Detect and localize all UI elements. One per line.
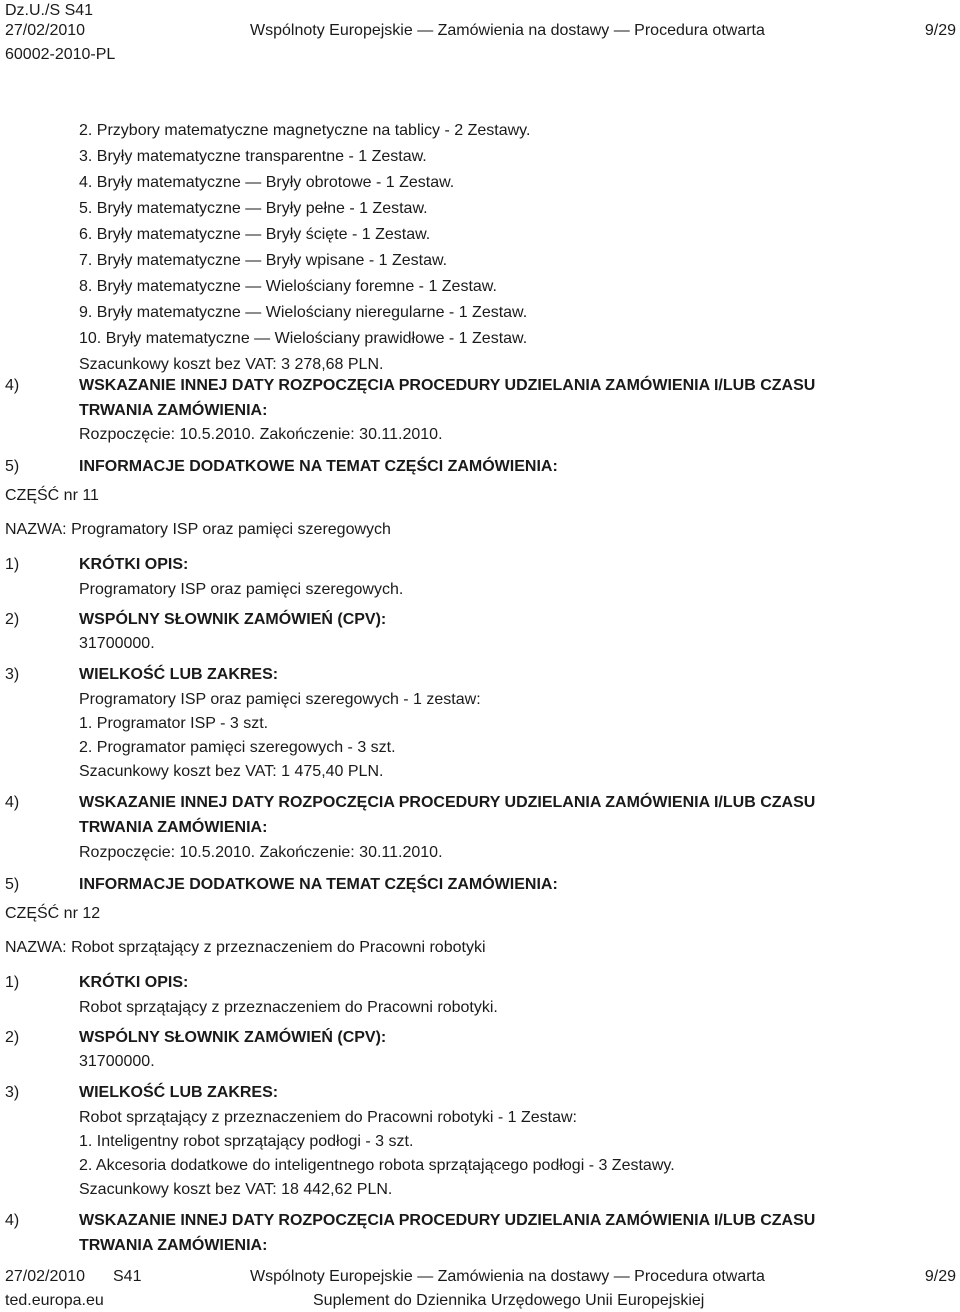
section-heading: WSKAZANIE INNEJ DATY ROZPOCZĘCIA PROCEDURY UDZIELANIA ZAMÓWIENIA I/LUB CZASU [79,794,816,811]
site-link[interactable]: ted.europa.eu [5,1292,104,1309]
section-heading: INFORMACJE DODATKOWE NA TEMAT CZĘŚCI ZAMÓWIENIA: [79,458,558,475]
list-item: 1. Programator ISP - 3 szt. [79,715,269,732]
list-item: 3. Bryły matematyczne transparentne - 1 Zestaw. [79,148,427,165]
section-heading: KRÓTKI OPIS: [79,974,189,991]
section-value: Robot sprzątający z przeznaczeniem do Pracowni robotyki. [79,999,498,1016]
section-heading: KRÓTKI OPIS: [79,556,189,573]
name-value: Robot sprzątający z przeznaczeniem do Pracowni robotyki [71,939,486,956]
list-item: 5. Bryły matematyczne — Bryły pełne - 1 Zestaw. [79,200,428,217]
footer-journal: S41 [113,1268,142,1285]
list-item: Programatory ISP oraz pamięci szeregowych - 1 zestaw: [79,691,481,708]
section-number: 1) [5,974,20,991]
section-number: 4) [5,1212,20,1229]
section-value: Rozpoczęcie: 10.5.2010. Zakończenie: 30.11.2010. [79,844,443,861]
list-item: 2. Akcesoria dodatkowe do inteligentnego robota sprzątającego podłogi - 3 Zestawy. [79,1157,675,1174]
section-heading: TRWANIA ZAMÓWIENIA: [79,1237,268,1254]
section-number: 4) [5,377,20,394]
journal-link[interactable]: Dz.U./S S41 [5,2,94,19]
list-item: 2. Przybory matematyczne magnetyczne na tablicy - 2 Zestawy. [79,122,531,139]
part-name [5,935,486,961]
section-heading: WIELKOŚĆ LUB ZAKRES: [79,1084,279,1101]
footer-row-1 [0,1266,960,1288]
section-number: 5) [5,876,20,893]
part-name [5,517,391,543]
section-value: 31700000. [79,1053,155,1070]
section-heading: WSPÓLNY SŁOWNIK ZAMÓWIEŃ (CPV): [79,1029,387,1046]
name-value: Programatory ISP oraz pamięci szeregowych [71,521,391,538]
section-heading: WSKAZANIE INNEJ DATY ROZPOCZĘCIA PROCEDURY UDZIELANIA ZAMÓWIENIA I/LUB CZASU [79,377,816,394]
section-number: 2) [5,611,20,628]
list-item: 8. Bryły matematyczne — Wielościany foremne - 1 Zestaw. [79,278,497,295]
name-label: NAZWA: [5,521,67,538]
list-item: Robot sprzątający z przeznaczeniem do Pracowni robotyki - 1 Zestaw: [79,1109,577,1126]
header-title: Wspólnoty Europejskie — Zamówienia na dostawy — Procedura otwarta [250,22,765,39]
footer-row-2 [0,1290,960,1312]
estimated-cost: Szacunkowy koszt bez VAT: 1 475,40 PLN. [79,763,384,780]
section-number: 5) [5,458,20,475]
section-value: Rozpoczęcie: 10.5.2010. Zakończenie: 30.11.2010. [79,426,443,443]
section-value: Programatory ISP oraz pamięci szeregowych. [79,581,404,598]
part-title: CZĘŚĆ nr 12 [5,905,101,922]
list-item: 2. Programator pamięci szeregowych - 3 szt. [79,739,396,756]
section-heading: WSPÓLNY SŁOWNIK ZAMÓWIEŃ (CPV): [79,611,387,628]
section-number: 2) [5,1029,20,1046]
section-heading: TRWANIA ZAMÓWIENIA: [79,402,268,419]
section-number: 1) [5,556,20,573]
section-heading: WIELKOŚĆ LUB ZAKRES: [79,666,279,683]
section-heading: TRWANIA ZAMÓWIENIA: [79,819,268,836]
section-heading: INFORMACJE DODATKOWE NA TEMAT CZĘŚCI ZAMÓWIENIA: [79,876,558,893]
header-row-2 [0,20,960,42]
section-number: 4) [5,794,20,811]
header-page: 9/29 [924,22,956,39]
header-date: 27/02/2010 [5,22,86,39]
list-item: 9. Bryły matematyczne — Wielościany nieregularne - 1 Zestaw. [79,304,528,321]
list-item: 6. Bryły matematyczne — Bryły ścięte - 1 Zestaw. [79,226,431,243]
list-item: 10. Bryły matematyczne — Wielościany prawidłowe - 1 Zestaw. [79,330,528,347]
footer-page: 9/29 [924,1268,956,1285]
section-number: 3) [5,666,20,683]
estimated-cost: Szacunkowy koszt bez VAT: 3 278,68 PLN. [79,356,384,373]
section-number: 3) [5,1084,20,1101]
notice-id-link[interactable]: 60002-2010-PL [5,46,116,63]
name-label: NAZWA: [5,939,67,956]
section-heading: WSKAZANIE INNEJ DATY ROZPOCZĘCIA PROCEDURY UDZIELANIA ZAMÓWIENIA I/LUB CZASU [79,1212,816,1229]
list-item: 1. Inteligentny robot sprzątający podłogi - 3 szt. [79,1133,414,1150]
footer-supplement: Suplement do Dziennika Urzędowego Unii Europejskiej [313,1292,705,1309]
footer-date: 27/02/2010 [5,1268,86,1285]
list-item: 4. Bryły matematyczne — Bryły obrotowe - 1 Zestaw. [79,174,455,191]
footer-title: Wspólnoty Europejskie — Zamówienia na dostawy — Procedura otwarta [250,1268,765,1285]
section-value: 31700000. [79,635,155,652]
estimated-cost: Szacunkowy koszt bez VAT: 18 442,62 PLN. [79,1181,393,1198]
header-row-1 [0,0,960,22]
list-item: 7. Bryły matematyczne — Bryły wpisane - 1 Zestaw. [79,252,448,269]
part-title: CZĘŚĆ nr 11 [5,487,99,504]
header-row-3 [0,44,960,66]
